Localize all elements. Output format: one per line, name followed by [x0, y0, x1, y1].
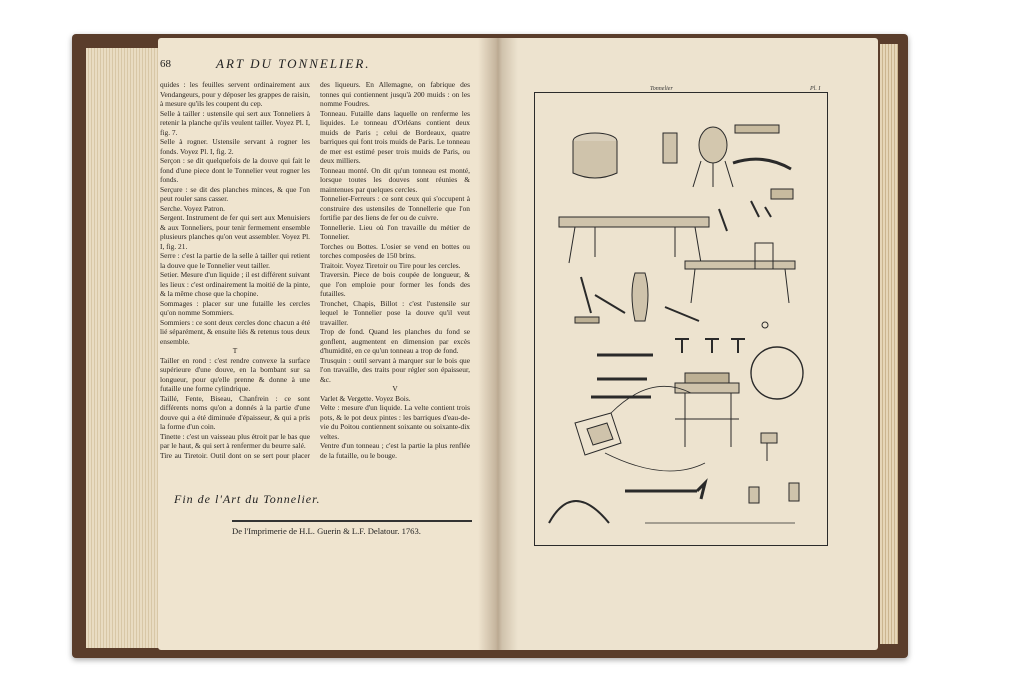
plate-number: Pl. I [810, 86, 821, 92]
fig3-legs [693, 161, 733, 187]
glossary-entry: Tronchet, Chapis, Billot : c'est l'ustensile sur lequel le Tonnelier pose la douve qu'il veut travailler. [320, 298, 470, 327]
glossary-entry: Serçure : se dit des planches minces, & que l'on peut rouler sans casser. [160, 184, 310, 203]
chisel [665, 307, 699, 321]
fig5-drawknife [733, 159, 791, 169]
tire-fond-tool [625, 483, 705, 499]
glossary-entry: quides : les feuilles servent ordinairement aux Vendangeurs, pour y déposer les grappes de raisin, à mesure qu'ils les coupent du cep. [160, 80, 310, 108]
glossary-entry: Tinette : c'est un vaisseau plus étroit par le bas que par le haut, & qui sert à renfermer du beurre salé. [160, 431, 310, 450]
plate-illustration [535, 93, 827, 545]
cords [605, 386, 705, 471]
plate-title: Tonnelier [650, 86, 673, 92]
glossary-entry: Ventre d'un tonneau ; c'est la partie la plus renflée de la futaille, ou le bouge. [320, 441, 470, 460]
glossary-entry: Tonneau monté. On dit qu'un tonneau est monté, lorsque toutes les douves sont réunies & maintenues par quelques cercles. [320, 165, 470, 194]
page-number: 68 [160, 58, 171, 70]
bow-saw [549, 501, 609, 523]
fig8-parts [691, 243, 789, 303]
section-letter: V [392, 384, 398, 393]
glossary-entry: Torches ou Bottes. L'osier se vend en bottes ou torches composées de 150 brins. [320, 241, 470, 260]
screw-press [675, 383, 739, 447]
imprint-rule [232, 520, 472, 522]
small-blocks [749, 483, 799, 503]
fig8-shaving-horse [685, 261, 795, 269]
page-edges-right [880, 44, 898, 644]
fig4-tool [735, 125, 779, 133]
glossary-entry: Serçon : se dit quelquefois de la douve qui fait le fond d'une piece dont le Tonnelier veut rogner les fonds. [160, 156, 310, 184]
text-columns [160, 80, 472, 460]
fig7-bench-legs [569, 227, 701, 263]
glossary-entry: Tonnelier-Ferreurs : ce sont ceux qui s'occupent à construire des ustensiles de Tonnellerie que l'on fortifie par des liens de fer ou de cuivre. [320, 194, 470, 222]
glossary-entry: Sergent. Instrument de fer qui sert aux Menuisiers & aux Tonneliers, pour tenir fermement ensemble plusieurs planches qu'on veut assembler. Voyez Pl. I, fig. 21. [160, 213, 310, 251]
colophon-fin: Fin de l'Art du Tonnelier. [174, 492, 321, 506]
glossary-entry: Serre : c'est la partie de la selle à tailler qui retient la douve que le Tonnelier veut tailler. [160, 251, 310, 270]
left-page-header [160, 58, 470, 76]
glossary-entry: Sommiers : ce sont deux cercles donc chacun a été lié séparément, & ensuite liés & retenus tous deux ensemble. [160, 317, 310, 346]
glossary-entry: des liqueurs. En Allemagne, on fabrique des tonnes qui contiennent jusqu'à 200 muids : on les nomme Foudres. [320, 80, 470, 108]
fig11-hoop [751, 347, 803, 399]
glossary-entry: Setier. Mesure d'un liquide ; il est différent suivant les lieux : c'est ordinairement la moitié de la pinte, & la même chose que la chopine. [160, 270, 310, 298]
glossary-entry: Serche. Voyez Patron. [160, 203, 225, 213]
glossary-entry: Velte : mesure d'un liquide. La velte contient trois pots, & le pot deux pintes : les barriques d'eau-de-vie du Poitou contiennent soixante ou soixante-dix veltes. [320, 403, 470, 441]
engraved-plate [534, 92, 828, 546]
tools-left [581, 277, 625, 313]
ring-small [762, 322, 768, 328]
glossary-entry: Traitoir. Voyez Tiretoir ou Tire pour les cercles. [320, 260, 461, 270]
mallet-small [761, 433, 777, 461]
fig6-box [771, 189, 793, 199]
glossary-entry: Tonnellerie. Lieu où l'on travaille du métier de Tonnelier. [320, 222, 470, 241]
section-letter: T [232, 346, 238, 355]
fig7-bench-top [559, 217, 709, 227]
frame-inner [587, 423, 613, 445]
small-hammers [675, 339, 745, 353]
fig2-block [663, 133, 677, 163]
glossary-entry: Tire au Tiretoir. Outil dont on se sert pour placer [160, 450, 310, 460]
glossary-entry: Tonneau. Futaille dans laquelle on renferme les liquides. Le tonneau d'Orléans contient deux muids de Paris ; celui de Bordeaux, quatre barriques qui font trois muids de Paris. Le tonneau de mer est estimé peser trois muids de Paris, ou deux milliers. [320, 108, 470, 165]
text-column-2 [320, 80, 470, 460]
fig1-block-body [573, 141, 617, 178]
small-tools [719, 201, 771, 231]
wooden-mallet [632, 273, 648, 321]
text-column-1 [160, 80, 310, 460]
glossary-entry: Trusquin : outil servant à marquer sur le bois que l'on travaille, des traits pour régler son épaisseur, &c. [320, 355, 470, 384]
glossary-entry: Sommages : placer sur une futaille les cercles qu'on nomme Sommiers. [160, 298, 310, 317]
glossary-entry: Tailler en rond : c'est rendre convexe la surface supérieure d'une douve, en la bombant sur sa longueur, pour qu'elle prenne & donne à une futaille une forme cylindrique. [160, 355, 310, 393]
fig3-barrel [699, 127, 727, 163]
hammer-head [575, 317, 599, 323]
glossary-entry: Varlet & Vergette. Voyez Bois. [320, 393, 411, 403]
glossary-entry: Selle à tailler : ustensile qui sert aux Tonneliers à retenir la planche qu'ils veulent tailler. Voyez Pl. I, fig. 7. [160, 108, 310, 137]
running-head: ART DU TONNELIER. [216, 56, 371, 71]
glossary-entry: Selle à rogner. Ustensile servant à rogner les fonds. Voyez Pl. I, fig. 2. [160, 137, 310, 156]
imprint-line: De l'Imprimerie de H.L. Guerin & L.F. Delatour. 1763. [232, 526, 421, 536]
glossary-entry: Traversin. Piece de bois coupée de longueur, & que l'on emploie pour former les fonds des futailles. [320, 270, 470, 298]
press-top [685, 373, 729, 383]
glossary-entry: Trop de fond. Quand les planches du fond se gonflent, augmentent en dimension par excès d'humidité, en ce qu'un tonneau a trop de fond. [320, 327, 470, 355]
glossary-entry: Taillé, Fente, Biseau, Chanfrein : ce sont différents noms qu'on a donnés à la partie d'une douve qui a été diminuée d'épaisseur, & qui a pris la forme d'un coin. [160, 393, 310, 431]
